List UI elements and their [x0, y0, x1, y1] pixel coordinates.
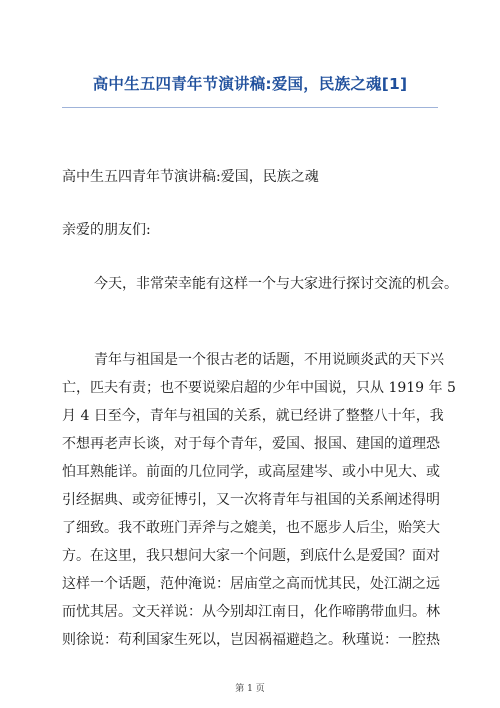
page-number: 第 1 页: [235, 684, 265, 694]
greeting-line: 亲爱的朋友们:: [62, 222, 151, 238]
body-line: 而忧其居。文天祥说：从今别却江南日，化作啼鹃带血归。林: [62, 604, 440, 620]
body-line: 引经据典、或旁征博引，又一次将青年与祖国的关系阐述得明: [62, 492, 440, 508]
body-line: 了细致。我不敢班门弄斧与之媲美，也不愿步人后尘，贻笑大: [62, 520, 440, 536]
body-line: 青年与祖国是一个很古老的话题，不用说顾炎武的天下兴: [94, 352, 444, 368]
heading-divider: [62, 107, 438, 108]
body-line: 怕耳熟能详。前面的几位同学，或高屋建岑、或小中见大、或: [62, 464, 440, 480]
body-line: 亡，匹夫有责；也不要说梁启超的少年中国说，只从 1919 年 5: [62, 380, 456, 396]
document-heading: 高中生五四青年节演讲稿:爱国，民族之魂[1]: [92, 75, 408, 93]
body-line: 月 4 日至今，青年与祖国的关系，就已经讲了整整八十年，我: [62, 408, 444, 424]
body-line: 这样一个话题，范仲淹说：居庙堂之高而忧其民，处江湖之远: [62, 576, 440, 592]
document-subtitle: 高中生五四青年节演讲稿:爱国，民族之魂: [62, 169, 319, 185]
body-line: 方。在这里，我只想问大家一个问题，到底什么是爱国？面对: [62, 548, 440, 564]
body-line: 不想再老声长谈，对于每个青年，爱国、报国、建国的道理恐: [62, 436, 440, 452]
body-line: 则徐说：苟利国家生死以，岂因祸福避趋之。秋瑾说：一腔热: [62, 632, 440, 648]
opening-paragraph: 今天，非常荣幸能有这样一个与大家进行探讨交流的机会。: [94, 276, 458, 292]
